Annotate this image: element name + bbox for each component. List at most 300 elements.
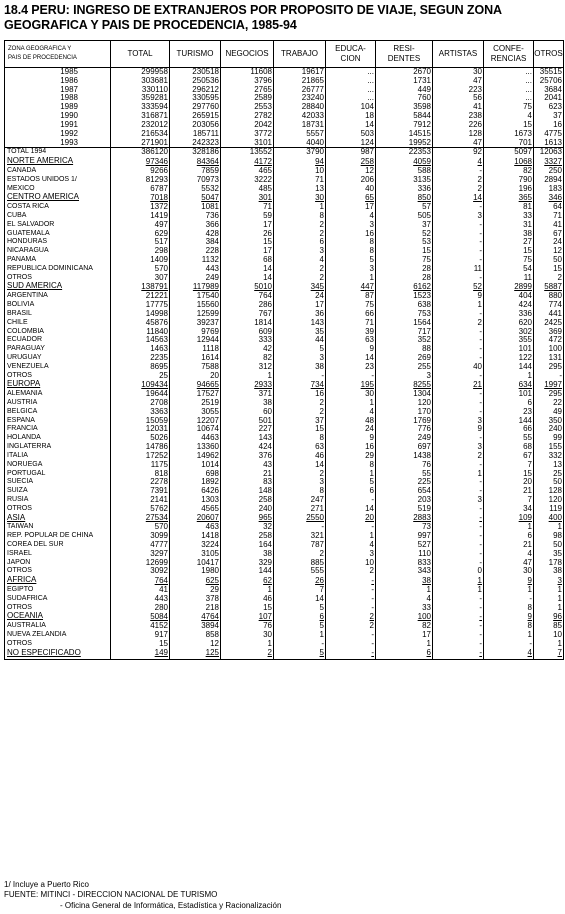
cell-value: 42 (263, 345, 272, 354)
value-cell (326, 576, 376, 586)
row-label: 1990 (60, 112, 78, 121)
cell-value: 14 (365, 120, 374, 129)
cell-value: 701 (518, 138, 532, 147)
column-header-label: DENTES (387, 54, 421, 63)
cell-value: - (371, 523, 374, 532)
cell-value: 12699 (145, 558, 168, 567)
cell-value: 68 (523, 443, 532, 452)
cell-value: 42033 (301, 112, 324, 121)
country-row (5, 470, 564, 479)
cell-value: 7391 (150, 487, 168, 496)
value-cell (534, 310, 564, 319)
cell-value: 5762 (150, 504, 168, 513)
value-cell (376, 328, 433, 337)
value-cell (433, 399, 484, 408)
value-cell (433, 94, 484, 103)
country-row (5, 185, 564, 194)
table-body (5, 68, 564, 660)
row-label-cell (5, 461, 111, 470)
value-cell (534, 157, 564, 167)
row-label-cell (5, 640, 111, 649)
cell-value: 63 (315, 443, 324, 452)
value-cell (433, 319, 484, 328)
cell-value: 16 (365, 443, 374, 452)
cell-value: 654 (417, 487, 431, 496)
cell-value: 7 (319, 586, 324, 595)
value-cell (376, 417, 433, 426)
cell-value: 26777 (301, 85, 324, 94)
cell-value: 634 (518, 380, 532, 389)
value-cell (326, 532, 376, 541)
cell-value: 4 (477, 157, 482, 166)
cell-value: 124 (360, 138, 374, 147)
cell-value: 350 (548, 416, 562, 425)
cell-value: ... (525, 67, 532, 76)
region-row (5, 380, 564, 390)
row-label-cell (5, 193, 111, 203)
value-cell (274, 247, 326, 256)
row-label: ISRAEL (7, 549, 32, 557)
value-cell (326, 496, 376, 505)
cell-value: 386120 (141, 147, 168, 157)
value-cell (170, 345, 221, 354)
value-cell (376, 622, 433, 631)
value-cell (534, 478, 564, 487)
value-cell (376, 319, 433, 328)
cell-value: 5887 (544, 282, 562, 291)
cell-value: 623 (548, 103, 562, 112)
value-cell (326, 622, 376, 631)
row-label: EGIPTO (7, 586, 34, 594)
value-cell (326, 541, 376, 550)
cell-value: 16 (553, 120, 562, 129)
country-row (5, 372, 564, 381)
value-cell (221, 640, 274, 649)
cell-value: 41 (159, 586, 168, 595)
value-cell (326, 612, 376, 622)
value-cell (433, 576, 484, 586)
cell-value: - (371, 576, 374, 585)
cell-value: - (479, 648, 482, 658)
value-cell (111, 567, 170, 576)
value-cell (376, 496, 433, 505)
cell-value: 230518 (192, 67, 219, 76)
value-cell (170, 274, 221, 283)
value-cell (433, 640, 484, 649)
source-line-2: - Oficina General de Informática, Estadística y Racionalización (60, 901, 282, 910)
value-cell (221, 478, 274, 487)
value-cell (326, 505, 376, 514)
value-cell (221, 256, 274, 265)
value-cell (484, 193, 534, 203)
cell-value: 47 (473, 76, 482, 85)
value-cell (484, 514, 534, 524)
value-cell (534, 247, 564, 256)
value-cell (484, 408, 534, 417)
cell-value: 776 (417, 425, 431, 434)
value-cell (170, 176, 221, 185)
value-cell (534, 399, 564, 408)
value-cell (274, 221, 326, 230)
cell-value: 128 (468, 129, 482, 138)
cell-value: - (479, 513, 482, 523)
value-cell (111, 408, 170, 417)
row-label: PARAGUAY (7, 345, 45, 353)
cell-value: 271 (310, 504, 324, 513)
column-header-label: RESI- (393, 44, 415, 53)
cell-value: 17 (422, 631, 431, 640)
cell-value: 1438 (413, 451, 431, 460)
value-cell (376, 94, 433, 103)
value-cell (221, 274, 274, 283)
cell-value: 13360 (196, 443, 219, 452)
cell-value: 10 (365, 558, 374, 567)
cell-value: 14 (365, 504, 374, 513)
cell-value: 4059 (413, 157, 431, 166)
row-label-cell (5, 336, 111, 345)
cell-value: - (479, 549, 482, 558)
value-cell (274, 185, 326, 194)
value-cell (274, 176, 326, 185)
cell-value: 2041 (544, 94, 562, 103)
cell-value: 1304 (413, 390, 431, 399)
column-header-label: OTROS (534, 49, 563, 58)
country-row (5, 328, 564, 337)
value-cell (111, 212, 170, 221)
value-cell (433, 345, 484, 354)
cell-value: 3105 (201, 549, 219, 558)
cell-value: 1673 (514, 129, 532, 138)
cell-value: 100 (548, 345, 562, 354)
value-cell (534, 336, 564, 345)
cell-value: 258 (258, 532, 272, 541)
value-cell (484, 425, 534, 434)
value-cell (170, 185, 221, 194)
cell-value: 12 (210, 639, 219, 648)
country-row (5, 452, 564, 461)
cell-value: 99 (553, 434, 562, 443)
row-label: PANAMA (7, 256, 37, 264)
cell-value: 49 (553, 407, 562, 416)
value-cell (484, 550, 534, 559)
row-label: HONDURAS (7, 238, 48, 246)
cell-value: 8 (319, 434, 324, 443)
value-cell (433, 247, 484, 256)
value-cell (433, 301, 484, 310)
cell-value: 2519 (201, 399, 219, 407)
cell-value: 85 (553, 622, 562, 631)
value-cell (376, 157, 433, 167)
row-label: REPUBLICA DOMINICANA (7, 264, 93, 272)
cell-value: 16 (315, 390, 324, 399)
row-label-cell (5, 390, 111, 399)
value-cell (274, 452, 326, 461)
value-cell (376, 604, 433, 613)
value-cell (534, 470, 564, 479)
value-cell (484, 103, 534, 112)
value-cell (274, 265, 326, 274)
value-cell (274, 390, 326, 399)
value-cell (484, 559, 534, 568)
value-cell (170, 532, 221, 541)
year-row (5, 112, 564, 121)
country-row (5, 604, 564, 613)
value-cell (170, 372, 221, 381)
value-cell (376, 167, 433, 176)
row-label-cell (5, 148, 111, 157)
cell-value: 14 (263, 264, 272, 273)
row-label: FRANCIA (7, 425, 38, 433)
cell-value: 6 (369, 487, 374, 496)
cell-value: 4 (369, 407, 374, 416)
value-cell (170, 265, 221, 274)
cell-value: 17775 (145, 301, 168, 310)
value-cell (274, 567, 326, 576)
value-cell (534, 496, 564, 505)
value-cell (376, 256, 433, 265)
cell-value: 19644 (145, 390, 168, 399)
value-cell (326, 514, 376, 524)
cell-value: 68 (263, 256, 272, 265)
value-cell (326, 319, 376, 328)
cell-value: 20 (365, 513, 374, 523)
value-cell (484, 452, 534, 461)
country-row (5, 319, 564, 328)
cell-value: 59 (263, 211, 272, 220)
cell-value: 14962 (196, 451, 219, 460)
value-cell (221, 345, 274, 354)
value-cell (326, 256, 376, 265)
value-cell (274, 541, 326, 550)
value-cell (433, 372, 484, 381)
cell-value: - (479, 353, 482, 362)
cell-value: 12599 (196, 309, 219, 318)
country-row (5, 310, 564, 319)
value-cell (433, 167, 484, 176)
value-cell (221, 649, 274, 659)
cell-value: 52 (473, 282, 482, 291)
value-cell (221, 265, 274, 274)
value-cell (534, 148, 564, 157)
value-cell (274, 604, 326, 613)
value-cell (111, 470, 170, 479)
value-cell (221, 487, 274, 496)
value-cell (111, 282, 170, 292)
cell-value: 18 (365, 112, 374, 121)
value-cell (534, 631, 564, 640)
cell-value: 5 (319, 345, 324, 354)
value-cell (534, 112, 564, 121)
cell-value: 4 (319, 256, 324, 265)
value-cell (274, 157, 326, 167)
cell-value: 7912 (413, 120, 431, 129)
cell-value: - (371, 495, 374, 504)
cell-value: 138791 (141, 282, 168, 291)
value-cell (484, 443, 534, 452)
row-label: URUGUAY (7, 353, 42, 361)
value-cell (376, 247, 433, 256)
value-cell (111, 461, 170, 470)
cell-value: 178 (548, 558, 562, 567)
row-label: ARGENTINA (7, 292, 48, 300)
value-cell (170, 256, 221, 265)
cell-value: 255 (417, 362, 431, 371)
cell-value: 4565 (201, 504, 219, 513)
value-cell (170, 319, 221, 328)
cell-value: 144 (258, 567, 272, 576)
cell-value: 4 (527, 549, 532, 558)
value-cell (376, 541, 433, 550)
value-cell (274, 354, 326, 363)
cell-value: 8 (369, 238, 374, 247)
value-cell (376, 354, 433, 363)
cell-value: 917 (154, 631, 168, 640)
cell-value: 10 (553, 631, 562, 640)
value-cell (484, 292, 534, 301)
row-label-cell (5, 576, 111, 586)
cell-value: 81 (523, 203, 532, 212)
cell-value: 3363 (150, 407, 168, 416)
cell-value: 185711 (192, 129, 219, 138)
cell-value: 818 (154, 469, 168, 478)
cell-value: 82 (263, 353, 272, 362)
row-label-cell (5, 532, 111, 541)
value-cell (484, 203, 534, 212)
cell-value: 228 (205, 247, 219, 256)
cell-value: 7588 (201, 362, 219, 371)
cell-value: 87 (365, 292, 374, 301)
country-row (5, 399, 564, 408)
cell-value: 75 (422, 256, 431, 265)
value-cell (170, 203, 221, 212)
cell-value: 76 (263, 622, 272, 631)
column-header (484, 41, 534, 68)
cell-value: 226 (468, 120, 482, 129)
cell-value: 717 (417, 327, 431, 336)
cell-value: 63 (365, 336, 374, 345)
value-cell (326, 77, 376, 86)
cell-value: 11 (473, 264, 482, 273)
value-cell (484, 595, 534, 604)
cell-value: 20 (210, 371, 219, 380)
cell-value: 65 (365, 193, 374, 202)
value-cell (433, 452, 484, 461)
value-cell (326, 336, 376, 345)
value-cell (221, 541, 274, 550)
cell-value: 6 (426, 648, 431, 658)
cell-value: 858 (205, 631, 219, 640)
cell-value: 15 (263, 238, 272, 247)
value-cell (274, 274, 326, 283)
value-cell (170, 282, 221, 292)
value-cell (326, 452, 376, 461)
cell-value: 1419 (150, 211, 168, 220)
cell-value: 62 (263, 576, 272, 585)
cell-value: 55 (523, 434, 532, 443)
value-cell (274, 212, 326, 221)
cell-value: - (371, 594, 374, 603)
value-cell (326, 282, 376, 292)
value-cell (111, 167, 170, 176)
value-cell (170, 567, 221, 576)
value-cell (326, 94, 376, 103)
cell-value: 38 (263, 399, 272, 407)
value-cell (326, 417, 376, 426)
cell-value: 443 (205, 264, 219, 273)
value-cell (376, 203, 433, 212)
cell-value: 336 (518, 309, 532, 318)
row-label-cell (5, 550, 111, 559)
value-cell (484, 434, 534, 443)
cell-value: 384 (205, 238, 219, 247)
value-cell (326, 328, 376, 337)
value-cell (111, 86, 170, 95)
cell-value: 30 (523, 567, 532, 576)
cell-value: 5 (319, 603, 324, 612)
value-cell (326, 399, 376, 408)
cell-value: 1 (369, 399, 374, 407)
cell-value: - (479, 247, 482, 256)
value-cell (326, 523, 376, 532)
cell-value: 14786 (145, 443, 168, 452)
cell-value: 774 (548, 301, 562, 310)
cell-value: 144 (518, 416, 532, 425)
value-cell (326, 193, 376, 203)
cell-value: 1997 (544, 380, 562, 389)
cell-value: 23 (365, 362, 374, 371)
cell-value: 25 (553, 469, 562, 478)
value-cell (433, 649, 484, 659)
cell-value: 15 (263, 603, 272, 612)
cell-value: 3 (477, 211, 482, 220)
cell-value: 570 (154, 264, 168, 273)
value-cell (221, 425, 274, 434)
cell-value: 376 (258, 451, 272, 460)
value-cell (484, 176, 534, 185)
value-cell (376, 470, 433, 479)
value-cell (534, 139, 564, 148)
value-cell (433, 212, 484, 221)
cell-value: 3684 (544, 85, 562, 94)
row-label-cell (5, 604, 111, 613)
row-label-cell (5, 417, 111, 426)
row-label-cell (5, 238, 111, 247)
column-header (376, 41, 433, 68)
row-label: SUIZA (7, 487, 28, 495)
value-cell (326, 567, 376, 576)
cell-value: 7 (557, 648, 562, 658)
cell-value: 38 (523, 229, 532, 238)
cell-value: 570 (154, 523, 168, 532)
value-cell (274, 640, 326, 649)
row-label: INGLATERRA (7, 443, 52, 451)
value-cell (274, 328, 326, 337)
cell-value: 1 (477, 586, 482, 595)
value-cell (221, 461, 274, 470)
cell-value: 3135 (413, 175, 431, 184)
value-cell (170, 470, 221, 479)
cell-value: 20607 (196, 513, 219, 523)
value-cell (534, 649, 564, 659)
column-header (274, 41, 326, 68)
cell-value: 1 (557, 586, 562, 595)
cell-value: 7859 (201, 166, 219, 175)
cell-value: 247 (310, 495, 324, 504)
country-row (5, 586, 564, 595)
value-cell (326, 301, 376, 310)
year-row (5, 130, 564, 139)
value-cell (484, 185, 534, 194)
